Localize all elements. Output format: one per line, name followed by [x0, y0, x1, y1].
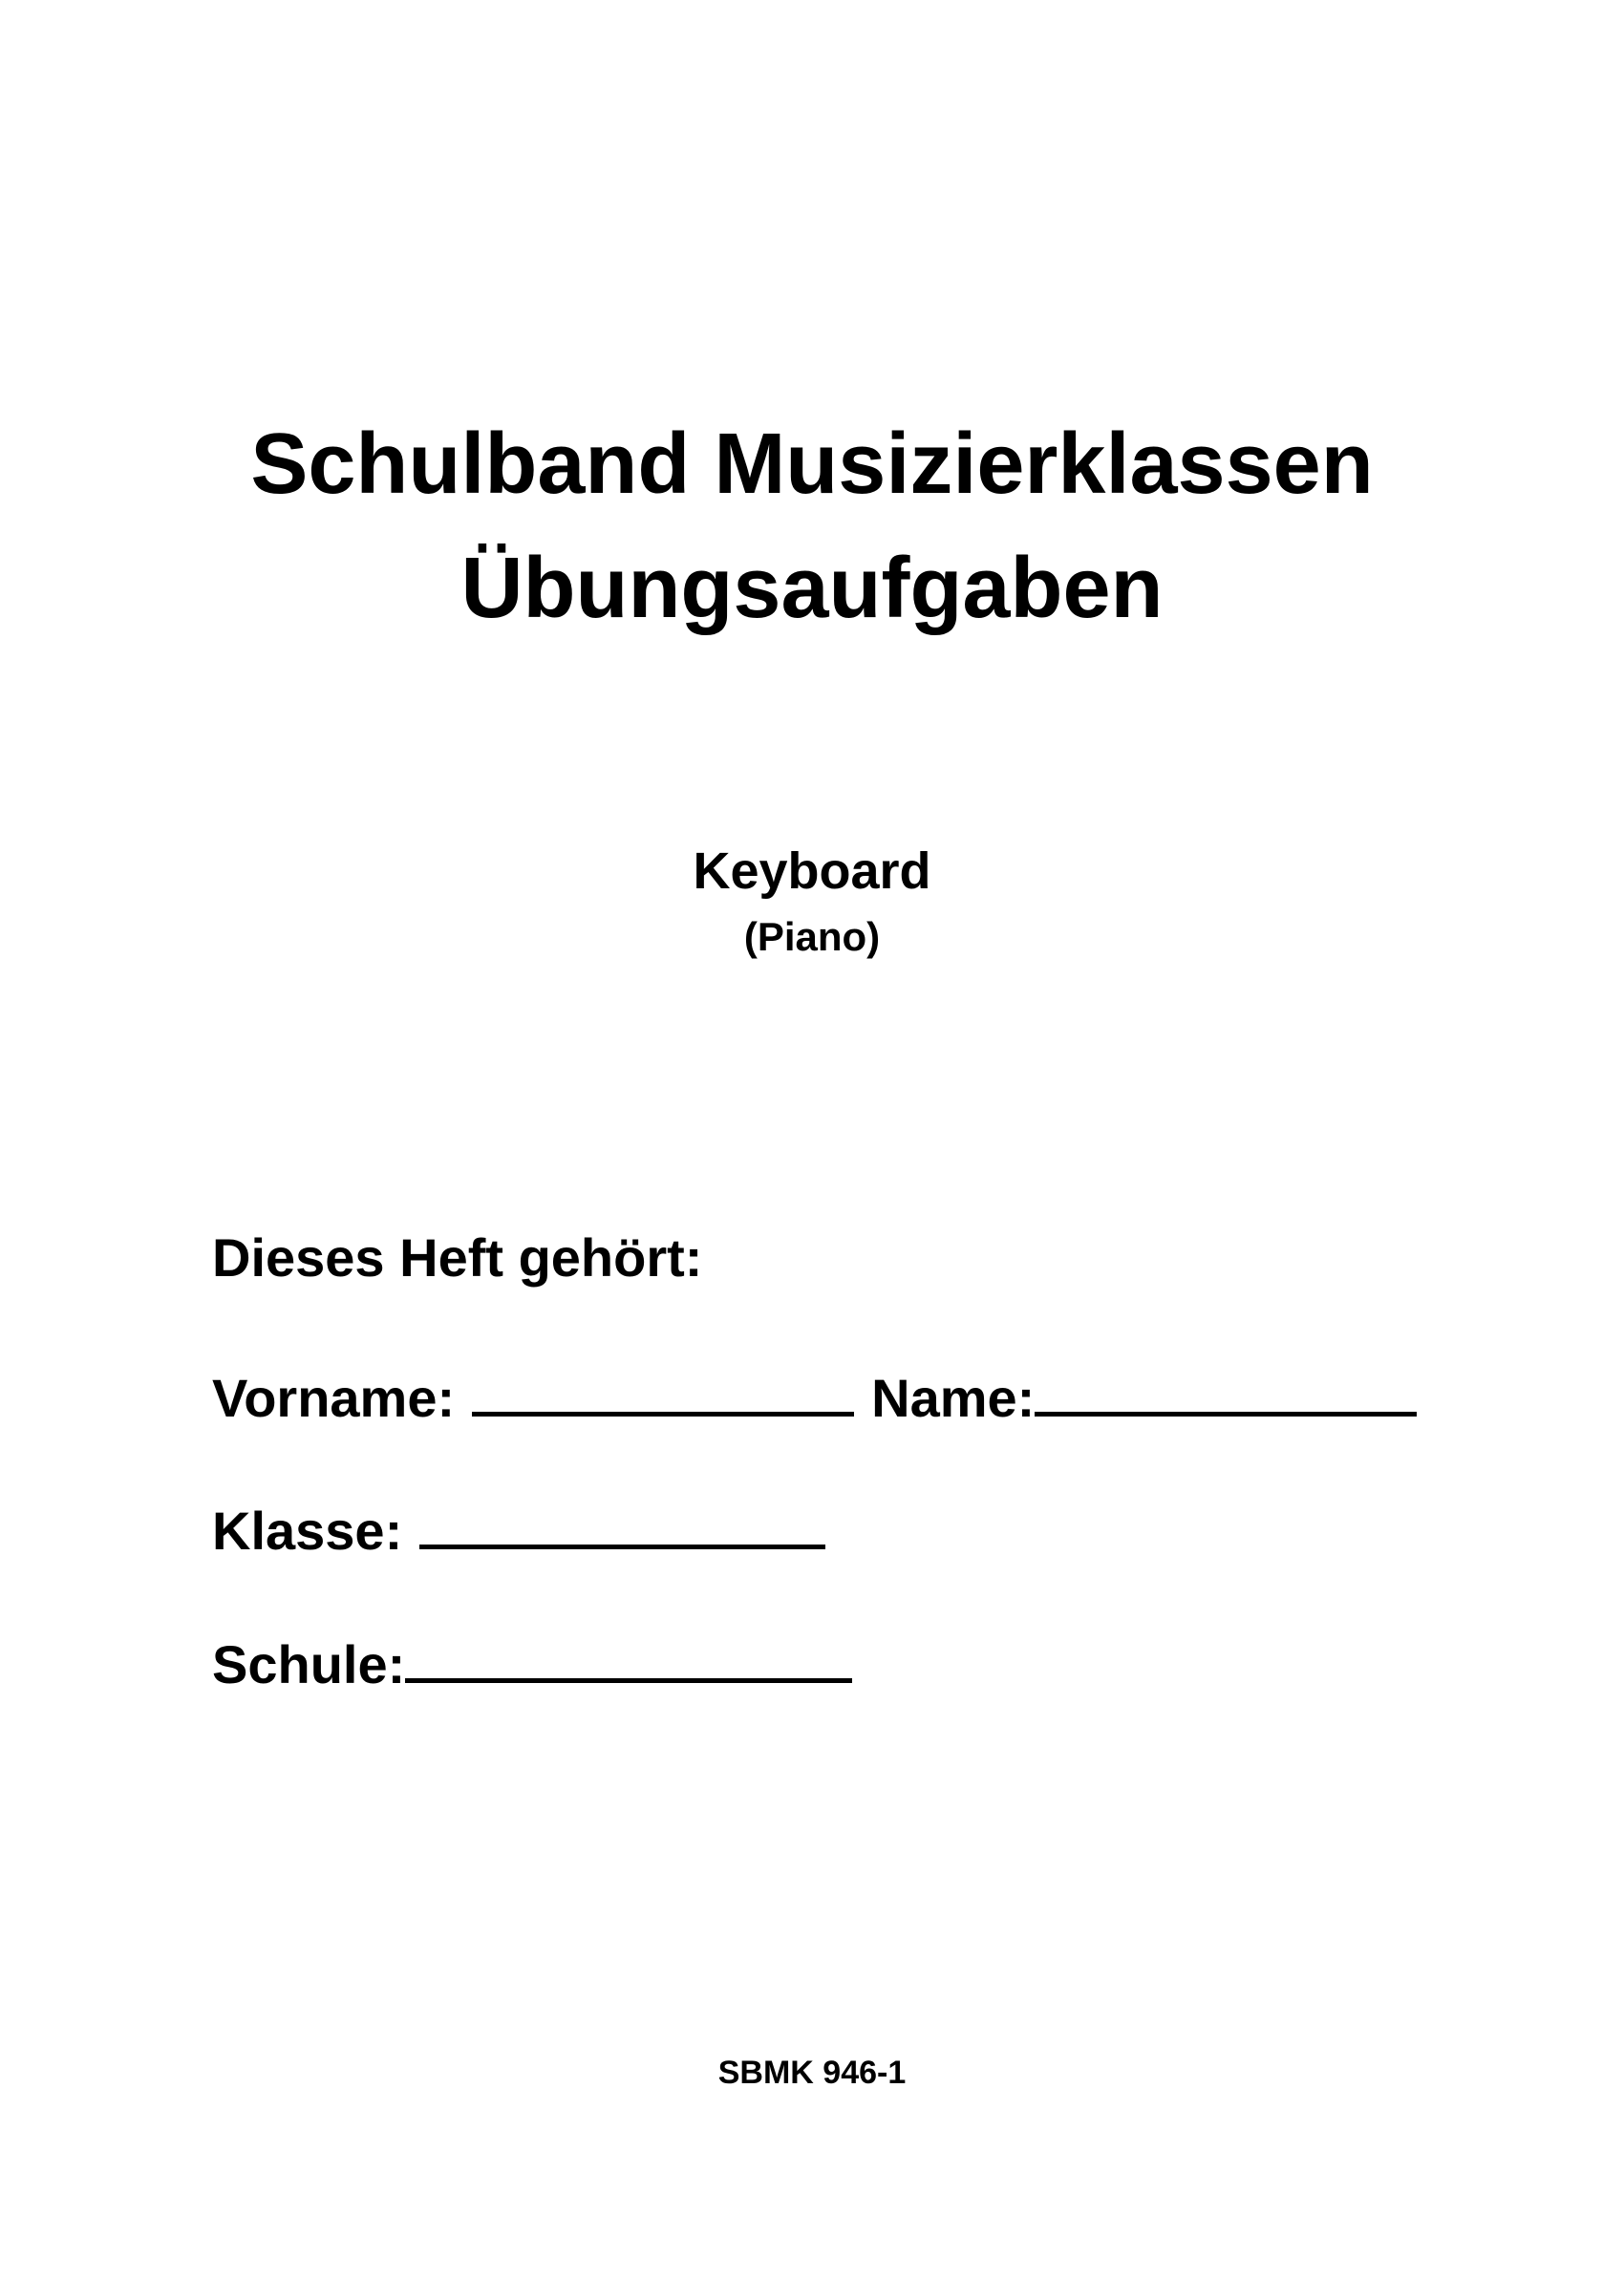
owner-heading: Dieses Heft gehört:	[212, 1227, 703, 1288]
klasse-blank-line[interactable]	[419, 1497, 825, 1549]
schule-label: Schule:	[212, 1634, 406, 1694]
title-line-2: Übungsaufgaben	[460, 541, 1164, 636]
title-line-1: Schulband Musizierklassen	[250, 416, 1374, 512]
klasse-row	[212, 1497, 825, 1563]
vorname-label: Vorname:	[212, 1368, 456, 1428]
vorname-row	[212, 1364, 1417, 1430]
instrument-note: (Piano)	[743, 914, 881, 959]
name-blank-line[interactable]	[1035, 1364, 1417, 1417]
name-label: Name:	[871, 1368, 1036, 1428]
klasse-label: Klasse:	[212, 1501, 403, 1561]
schule-row	[212, 1630, 852, 1696]
instrument-label: Keyboard	[693, 842, 931, 900]
vorname-blank-line[interactable]	[472, 1364, 854, 1417]
schule-blank-line[interactable]	[405, 1630, 852, 1683]
document-code: SBMK 946-1	[717, 2055, 907, 2091]
